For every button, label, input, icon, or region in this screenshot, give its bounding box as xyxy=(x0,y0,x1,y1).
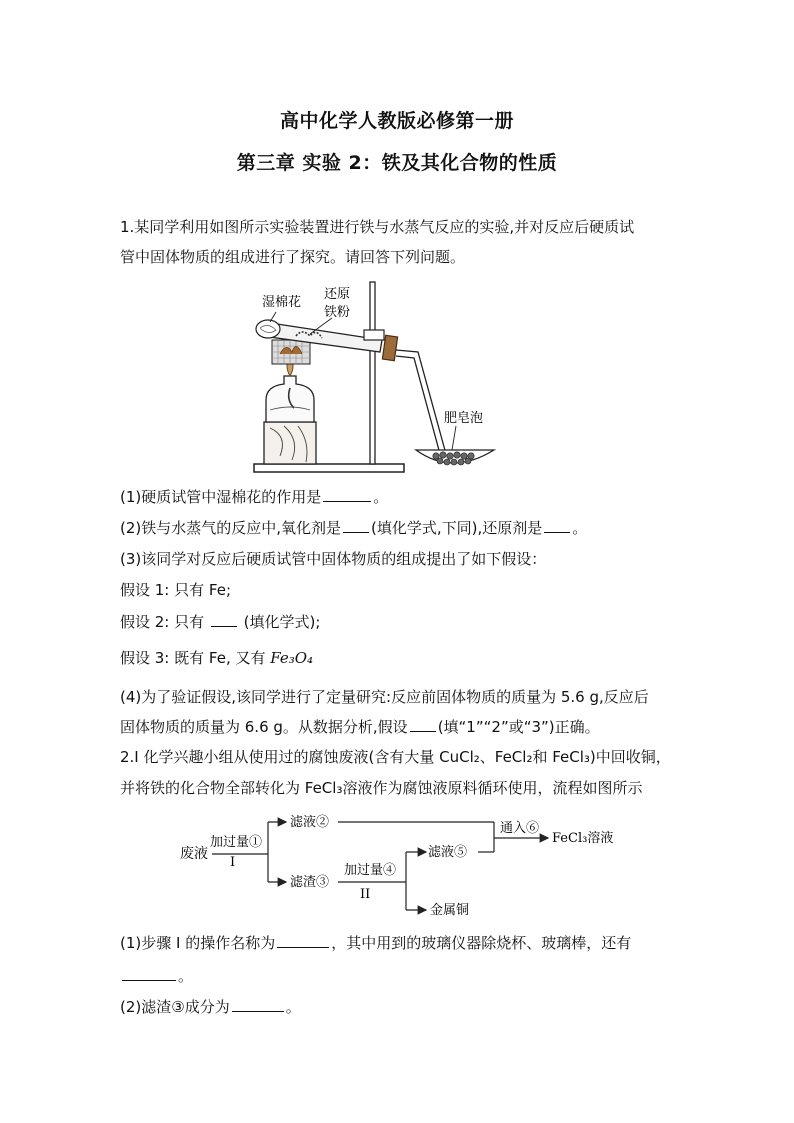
answer-blank xyxy=(122,966,176,981)
answer-blank xyxy=(277,933,329,948)
flow-diagram xyxy=(170,808,630,926)
q2-part1-end: 。 xyxy=(178,967,194,985)
answer-blank xyxy=(211,612,237,627)
label-wet-cotton: 湿棉花 xyxy=(262,295,302,310)
flow-step-2: II xyxy=(360,887,371,902)
q1-part4-text-c: (填“1”“2”或“3”)正确。 xyxy=(437,718,600,736)
q1-part2-text-b: (填化学式,下同),还原剂是 xyxy=(371,519,543,537)
flow-pass-6: 通入⑥ xyxy=(500,821,540,836)
q1-part1-end: 。 xyxy=(373,488,389,506)
stopper xyxy=(382,335,397,360)
flow-filtrate-2: 滤液② xyxy=(290,815,330,830)
q1-part4-text-b: 固体物质的质量为 6.6 g。从数据分析,假设 xyxy=(120,718,408,736)
q1-part3: (3)该同学对反应后硬质试管中固体物质的组成提出了如下假设： xyxy=(120,550,547,568)
q2-part1-text-b: ，其中用到的玻璃仪器除烧杯、玻璃棒，还有 xyxy=(331,934,632,952)
flow-add-1: 加过量① xyxy=(210,835,263,850)
answer-blank xyxy=(323,487,371,502)
document-title: 高中化学人教版必修第一册 xyxy=(279,110,514,132)
wooden-block xyxy=(264,422,316,464)
hypothesis-3 xyxy=(120,647,313,669)
stand-pole xyxy=(370,282,375,464)
answer-blank xyxy=(343,518,369,533)
wet-cotton xyxy=(256,320,280,338)
stand-base xyxy=(254,464,404,472)
flow-copper: 金属铜 xyxy=(430,903,470,918)
label-reduced-iron-2: 铁粉 xyxy=(324,305,351,320)
flow-residue-3: 滤渣③ xyxy=(290,875,330,890)
q2-part1-line1 xyxy=(120,932,631,954)
q2-part2 xyxy=(120,996,301,1018)
clamp xyxy=(364,330,384,340)
answer-blank xyxy=(544,518,570,533)
hypothesis-2 xyxy=(120,611,320,633)
apparatus-figure xyxy=(240,276,510,478)
hypothesis-2-text-a: 假设 2: 只有 xyxy=(120,613,209,631)
alcohol-lamp xyxy=(266,376,314,422)
answer-blank xyxy=(410,717,436,732)
q1-part1-text: (1)硬质试管中湿棉花的作用是 xyxy=(120,488,322,506)
q1-part4-line1: (4)为了验证假设,该同学进行了定量研究:反应前固体物质的质量为 5.6 g,反应后 xyxy=(120,688,649,706)
flow-step-1: I xyxy=(230,855,236,870)
q2-intro-line1: 2.I 化学兴趣小组从使用过的腐蚀废液(含有大量 CuCl₂、FeCl₂和 FeCl₃)中回收铜， xyxy=(120,748,671,766)
flow-waste: 废液 xyxy=(180,846,208,862)
label-soap-bubbles: 肥皂泡 xyxy=(444,411,484,426)
q2-part1-line2 xyxy=(120,965,193,987)
hypothesis-2-text-b: (填化学式); xyxy=(238,613,321,631)
hypothesis-1: 假设 1: 只有 Fe; xyxy=(120,581,231,599)
flow-product: FeCl₃溶液 xyxy=(552,831,614,846)
q2-part1-text-a: (1)步骤 I 的操作名称为 xyxy=(120,934,276,952)
q2-intro-line2: 并将铁的化合物全部转化为 FeCl₃溶液作为腐蚀液原料循环使用，流程如图所示 xyxy=(120,779,643,797)
hypothesis-3-text: 假设 3: 既有 Fe, 又有 xyxy=(120,649,271,667)
q1-part1 xyxy=(120,486,388,508)
q2-part2-end: 。 xyxy=(285,998,301,1016)
q1-intro-line2: 管中固体物质的组成进行了探究。请回答下列问题。 xyxy=(120,248,466,266)
answer-blank xyxy=(232,997,284,1012)
q1-intro-line1: 1.某同学利用如图所示实验装置进行铁与水蒸气反应的实验,并对反应后硬质试 xyxy=(120,218,635,236)
flow-add-4: 加过量④ xyxy=(344,863,397,878)
q2-part2-text: (2)滤渣③成分为 xyxy=(120,998,230,1016)
label-reduced-iron-1: 还原 xyxy=(324,287,351,302)
q1-part4-line2 xyxy=(120,716,600,738)
q1-part2-text-a: (2)铁与水蒸气的反应中,氧化剂是 xyxy=(120,519,342,537)
q1-part2-end: 。 xyxy=(572,519,588,537)
q1-part2 xyxy=(120,517,587,539)
chapter-title: 第三章 实验 2：铁及其化合物的性质 xyxy=(236,152,558,174)
delivery-tube xyxy=(396,350,446,454)
flow-filtrate-5: 滤液⑤ xyxy=(428,845,468,860)
fe3o4-formula: Fe₃O₄ xyxy=(270,649,314,667)
